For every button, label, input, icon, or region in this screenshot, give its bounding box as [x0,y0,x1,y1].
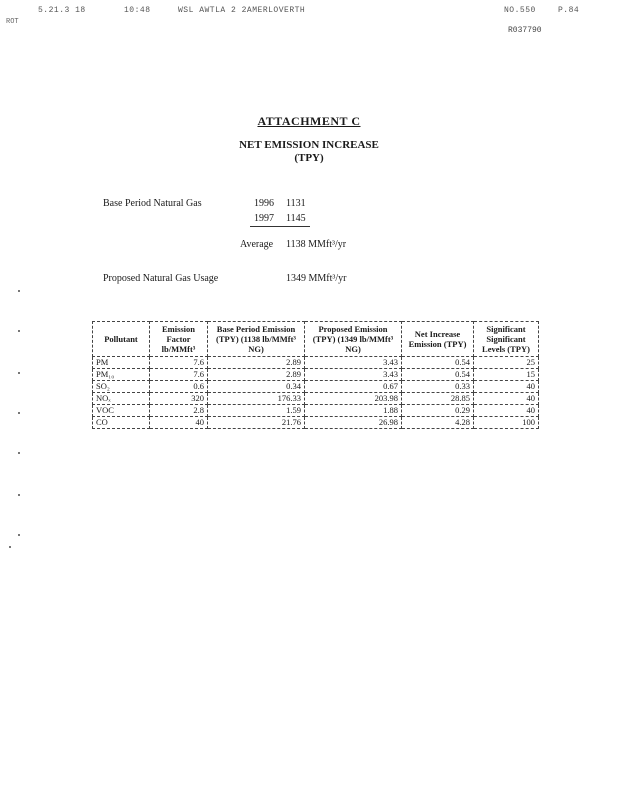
cell-factor: 7.6 [150,369,208,381]
header-proposed-emission: Proposed Emission (TPY) (1349 lb/MMft³ NG) [305,322,402,357]
report-subtitle-unit: (TPY) [294,152,324,164]
cell-level: 25 [474,357,539,369]
cell-factor: 0.6 [150,381,208,393]
cell-net: 4.28 [402,417,474,429]
scan-speck [9,546,11,548]
header-pollutant: Pollutant [93,322,150,357]
cell-net: 0.29 [402,405,474,417]
cell-proposed: 1.88 [305,405,402,417]
cell-level: 40 [474,393,539,405]
cell-pollutant: PM₁₀ [93,369,150,381]
report-subtitle: NET EMISSION INCREASE [239,139,379,151]
cell-level: 15 [474,369,539,381]
cell-pollutant: NOₓ [93,393,150,405]
cell-net: 28.85 [402,393,474,405]
base-value-1997: 1145 [286,213,306,224]
cell-proposed: 3.43 [305,369,402,381]
cell-base: 1.59 [208,405,305,417]
scan-speck [18,330,20,332]
proposed-value: 1349 MMft³/yr [286,273,347,284]
fax-time: 10:48 [124,6,151,15]
base-year-1997: 1997 [254,213,274,224]
cell-pollutant: PM [93,357,150,369]
header-significant-levels: Significant Significant Levels (TPY) [474,322,539,357]
scan-speck [18,372,20,374]
table-row [93,405,539,417]
header-base-period-emission: Base Period Emission (TPY) (1138 lb/MMft³ NG) [208,322,305,357]
cell-proposed: 0.67 [305,381,402,393]
attachment-title: ATTACHMENT C [257,114,361,128]
cell-pollutant: CO [93,417,150,429]
base-year-1996: 1996 [254,198,274,209]
cell-base: 21.76 [208,417,305,429]
base-value-1996: 1131 [286,198,306,209]
cell-proposed: 26.98 [305,417,402,429]
document-id: R037790 [508,26,542,35]
cell-level: 100 [474,417,539,429]
table-row [93,369,539,381]
fax-date: 5.21.3 18 [38,6,86,15]
cell-factor: 7.6 [150,357,208,369]
cell-base: 0.34 [208,381,305,393]
cell-pollutant: SO₂ [93,381,150,393]
cell-net: 0.33 [402,381,474,393]
cell-net: 0.54 [402,357,474,369]
cell-proposed: 203.98 [305,393,402,405]
cell-level: 40 [474,405,539,417]
scan-speck [18,290,20,292]
cell-net: 0.54 [402,369,474,381]
proposed-label: Proposed Natural Gas Usage [103,273,219,284]
scan-speck [18,452,20,454]
cell-factor: 2.8 [150,405,208,417]
fax-page: P.84 [558,6,580,15]
table-header-row [93,322,539,357]
table-row [93,381,539,393]
cell-base: 2.89 [208,357,305,369]
scan-speck [18,412,20,414]
cell-factor: 40 [150,417,208,429]
cell-pollutant: VOC [93,405,150,417]
cell-proposed: 3.43 [305,357,402,369]
base-period-label: Base Period Natural Gas [103,198,202,209]
table-row [93,417,539,429]
average-label: Average [240,239,274,250]
sum-rule [250,226,310,227]
table-row [93,357,539,369]
fax-number: NO.550 [504,6,536,15]
fax-sender: WSL AWTLA 2 2AMERLOVERTH [178,6,306,15]
header-emission-factor: Emission Factor lb/MMft³ [150,322,208,357]
scan-speck [18,494,20,496]
fax-stamp-left: ROT [6,18,19,26]
cell-base: 176.33 [208,393,305,405]
cell-base: 2.89 [208,369,305,381]
table-row [93,393,539,405]
emission-table [92,321,539,429]
header-net-increase: Net Increase Emission (TPY) [402,322,474,357]
average-value: 1138 MMft³/yr [286,239,347,250]
scan-speck [18,534,20,536]
cell-factor: 320 [150,393,208,405]
cell-level: 40 [474,381,539,393]
